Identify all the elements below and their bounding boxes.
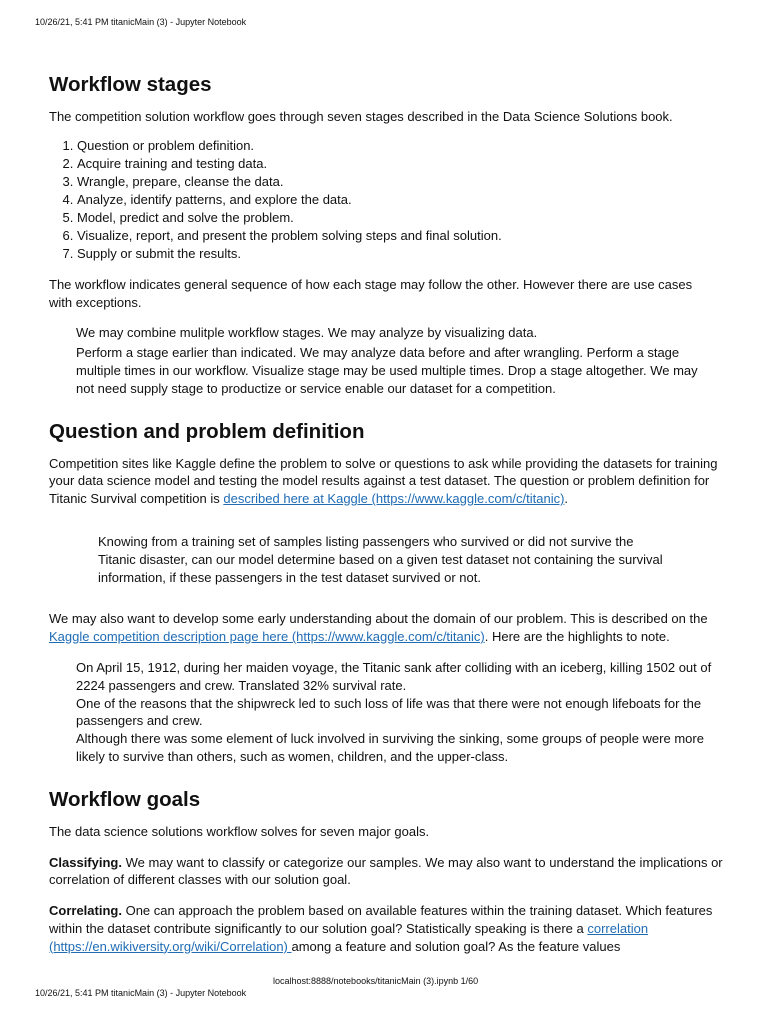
goal-label: Classifying. [49,854,122,870]
goal-text: among a feature and solution goal? As the feature values [291,938,621,954]
workflow-stages-list [49,137,739,263]
goal-text: One can approach the problem based on available features within the training dataset. Which features within the dataset contribute significantly to our solution goal? Statistically speaking is there a [49,903,713,936]
list-item: 2. Acquire training and testing data. [77,155,739,173]
highlight-item: On April 15, 1912, during her maiden voyage, the Titanic sank after colliding with an iceberg, killing 1502 out of 2224 passengers and crew. Translated 32% survival rate. [76,659,712,693]
highlight-item: One of the reasons that the shipwreck led to such loss of life was that there were not enough lifeboats for the passengers and crew. [76,695,702,729]
print-footer-url: localhost:8888/notebooks/titanicMain (3).ipynb 1/60 [273,976,479,986]
list-item: 7. Supply or submit the results. [77,245,739,263]
workflow-stages-intro: The competition solution workflow goes through seven stages described in the Data Science Solutions book. [49,109,673,124]
list-item: 3. Wrangle, prepare, cleanse the data. [77,173,739,191]
quote-line: We may combine mulitple workflow stages. We may analyze by visualizing data. [76,325,538,341]
list-item: 5. Model, predict and solve the problem. [77,209,739,227]
highlights-quote [76,659,716,766]
para-text: We may also want to develop some early understanding about the domain of our problem. This is described on the [49,611,708,627]
list-item: 1. Question or problem definition. [77,137,739,155]
correlation-link[interactable]: correlation (https://en.wikiversity.org/wiki/Correlation) [49,920,649,954]
problem-statement-quote: Knowing from a training set of samples listing passengers who survived or did not survive the Titanic disaster, can our model determine based on a given test dataset not containing the survival information, if these passengers in the test dataset survived or not. [98,533,663,585]
question-definition-para-1 [49,455,739,508]
workflow-exceptions-quote [76,324,706,397]
print-header: 10/26/21, 5:41 PM titanicMain (3) - Jupyter Notebook [35,17,247,27]
list-item: 4. Analyze, identify patterns, and explore the data. [77,191,739,209]
workflow-stages-after: The workflow indicates general sequence of how each stage may follow the other. However there are use cases with exceptions. [49,276,693,310]
list-item: 6. Visualize, report, and present the problem solving steps and final solution. [77,227,739,245]
goal-correlating [49,902,739,955]
workflow-goals-intro: The data science solutions workflow solves for seven major goals. [49,823,430,839]
goal-text: We may want to classify or categorize our samples. We may also want to understand the implications or correlation of different classes with our solution goal. [49,854,723,888]
goal-label: Correlating. [49,903,122,919]
heading-question-definition: Question and problem definition [49,419,365,443]
para-text: . Here are the highlights to note. [484,629,670,645]
heading-workflow-goals: Workflow goals [49,787,201,811]
heading-workflow-stages: Workflow stages [49,73,212,96]
notebook-content [49,72,739,956]
kaggle-titanic-link[interactable]: described here at Kaggle (https://www.kaggle.com/c/titanic) [223,491,565,507]
goal-classifying [49,854,739,890]
para-text: Competition sites like Kaggle define the problem to solve or questions to ask while providing the datasets for training your data science model and testing the model results against a test dataset. The question or problem definition for Titanic Survival competition is [49,455,718,507]
kaggle-description-link[interactable]: Kaggle competition description page here (https://www.kaggle.com/c/titanic) [49,629,485,645]
para-text: . [564,491,569,507]
quote-line: Perform a stage earlier than indicated. We may analyze data before and after wrangling. Perform a stage multiple times in our workflow. Visualize stage may be used multiple times. Drop a stage altogether. We may not need supply stage to productize or service enable our dataset for a competition. [76,345,698,396]
question-definition-para-2 [49,610,739,646]
print-header-next-page: 10/26/21, 5:41 PM titanicMain (3) - Jupyter Notebook [35,988,247,998]
highlight-item: Although there was some element of luck involved in surviving the sinking, some groups of people were more likely to survive than others, such as women, children, and the upper-class. [76,731,704,764]
